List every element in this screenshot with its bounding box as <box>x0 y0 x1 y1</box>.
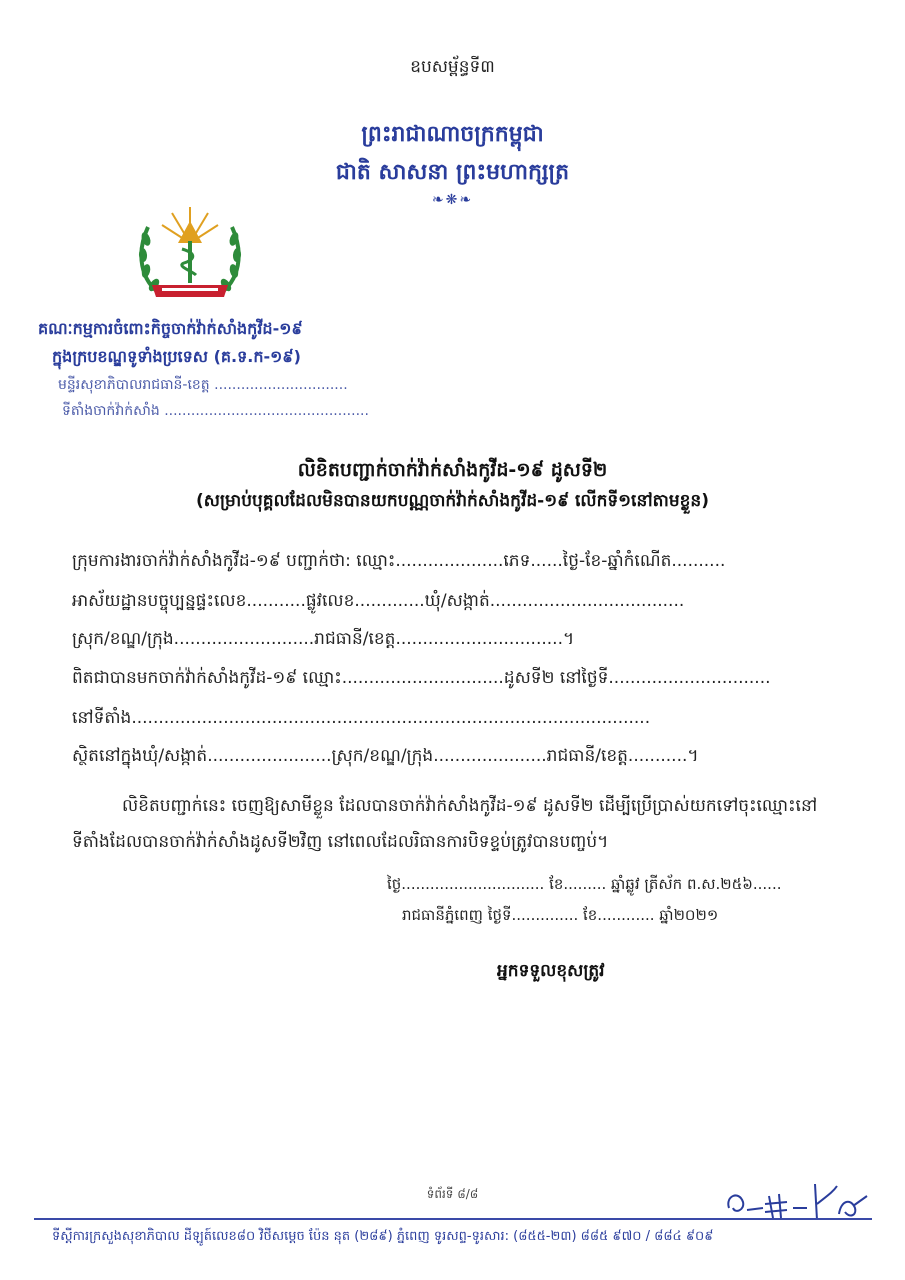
health-department-field: មន្ទីរសុខាភិបាលរាជធានី-ខេត្ត .............................. <box>58 377 348 393</box>
document-subtitle: (សម្រាប់បុគ្គលដែលមិនបានយកបណ្ណចាក់វ៉ាក់សាំងកូវីដ-១៩ លើកទី១នៅតាមខ្លួន) <box>196 491 709 511</box>
page-number: ទំព័រទី ៨/៨ <box>426 1187 479 1201</box>
footer-address: ទីស្តីការក្រសួងសុខាភិបាល ដីឡូត៍លេខ៨០ វិថីសម្តេច ប៉ែន នុត (២៨៩) ភ្នំពេញ ទូរសព្ទ-ទូរសារ: (៨៥៥-២៣) ៨៨៥ ៩៧០ / ៨៨៤ ៩០៩ <box>52 1229 714 1244</box>
form-line-name: ក្រុមការងារចាក់វ៉ាក់សាំងកូវីដ-១៩ បញ្ជាក់ថា: ឈ្មោះ....................ភេទ......ថ្ងៃ-ខែ-ឆ្នាំកំណើត.......... <box>72 551 726 571</box>
committee-name-line2: ក្នុងក្របខណ្ឌទូទាំងប្រទេស (គ.ទ.ក-១៩) <box>52 347 301 366</box>
kingdom-heading: ព្រះរាជាណាចក្រកម្ពុជា <box>361 122 544 147</box>
form-line-address: អាស័យដ្ឋានបច្ចុប្បន្នផ្ទះលេខ...........ផ្លូវលេខ.............ឃុំ/សង្កាត់.................................... <box>72 591 685 611</box>
form-line-district: ស្រុក/ខណ្ឌ/ក្រុង..........................រាជធានី/ខេត្ត...............................។ <box>72 629 575 649</box>
certification-paragraph: លិខិតបញ្ជាក់នេះ ចេញឱ្យសាមីខ្លួន ដែលបានចាក់វ៉ាក់សាំងកូវីដ-១៩ ដូសទី២ ដើម្បីប្រើប្រាស់យកទៅចុះឈ្មោះនៅទីតាំងដែលបានចាក់វ៉ាក់សាំងដូសទី២វិញ នៅពេលដែលរិធានការបិទខ្ទប់ត្រូវបានបញ្ចប់។ <box>72 796 818 852</box>
vaccination-site-field: ទីតាំងចាក់វ៉ាក់សាំង .............................................. <box>62 403 369 419</box>
ministry-logo-icon <box>132 203 248 307</box>
committee-name-line1: គណៈកម្មការចំពោះកិច្ចចាក់វ៉ាក់សាំងកូវីដ-១៩ <box>38 319 303 338</box>
solar-date-line: រាជធានីភ្នំពេញ ថ្ងៃទី.............. ខែ............ ឆ្នាំ២០២១ <box>402 906 719 924</box>
form-line-vaccine-dose: ពិតជាបានមកចាក់វ៉ាក់សាំងកូវីដ-១៩ ឈ្មោះ..............................ដូសទី២ នៅថ្ងៃទី.............................. <box>72 668 771 688</box>
lunar-date-line: ថ្ងៃ.............................. ខែ......... ឆ្នាំឆ្លូវ ត្រីស័ក ព.ស.២៥៦...... <box>387 875 782 893</box>
responsible-person-label: អ្នកទទួលខុសត្រូវ <box>497 961 605 981</box>
national-motto: ជាតិ សាសនា ព្រះមហាក្សត្រ <box>335 160 570 185</box>
footer-divider <box>34 1218 872 1220</box>
form-line-location: នៅទីតាំង................................................................................................ <box>72 708 651 728</box>
ornament-divider: ❧❋❧ <box>431 192 474 208</box>
document-title: លិខិតបញ្ជាក់ចាក់វ៉ាក់សាំងកូវីដ-១៩ ដូសទី២ <box>297 459 608 481</box>
form-line-commune: ស្ថិតនៅក្នុងឃុំ/សង្កាត់.......................ស្រុក/ខណ្ឌ/ក្រុង.....................រាជធានី/ខេត្ត...........។ <box>72 746 699 766</box>
annex-label: ឧបសម្ព័ន្ធទី៣ <box>410 57 495 77</box>
